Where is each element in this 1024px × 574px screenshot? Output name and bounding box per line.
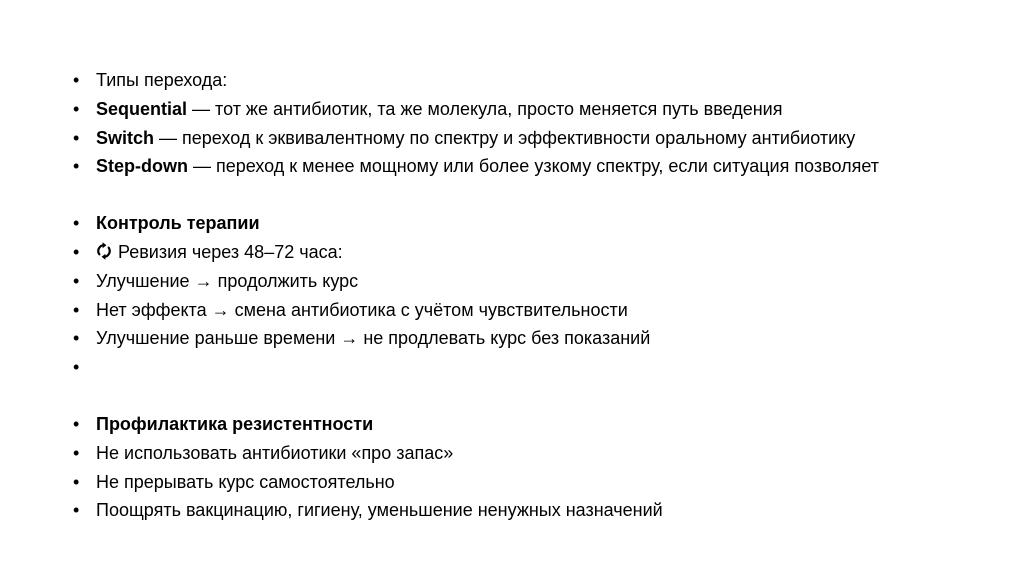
bullet-list	[73, 66, 879, 525]
empty-item	[73, 353, 879, 382]
control-item	[73, 324, 879, 353]
bullet: •	[73, 213, 80, 234]
bullet: •	[73, 70, 80, 90]
prevention-heading-item	[73, 410, 879, 439]
bullet: •	[73, 241, 80, 262]
bullet: •	[73, 127, 80, 148]
spacer	[73, 181, 879, 209]
spacer	[73, 382, 879, 410]
description-switch: — переход к эквивалентному по спектру и эффективности оральному антибиотику	[154, 127, 856, 148]
bullet: •	[73, 500, 80, 521]
bullet: •	[73, 357, 80, 378]
control-heading-item	[73, 209, 879, 238]
prevention-heading: Профилактика резистентности	[96, 413, 374, 434]
control-item	[73, 296, 879, 325]
bullet: •	[73, 328, 80, 349]
term-step-down: Step-down	[96, 156, 188, 177]
revision-text: Ревизия через 48–72 часа:	[118, 241, 343, 262]
list-item-step-down	[73, 152, 879, 181]
revision-item	[73, 238, 879, 267]
prevention-item-text: Поощрять вакцинацию, гигиену, уменьшение ненужных назначений	[96, 500, 663, 521]
bullet: •	[73, 413, 80, 434]
prevention-item-text: Не использовать антибиотики «про запас»	[96, 442, 454, 463]
prevention-item	[73, 439, 879, 468]
transition-heading: Типы перехода:	[96, 70, 228, 90]
description-step-down: — переход к менее мощному или более узкому спектру, если ситуация позволяет	[188, 156, 880, 177]
term-switch: Switch	[96, 127, 155, 148]
refresh-icon	[96, 240, 112, 269]
bullet: •	[73, 299, 80, 320]
bullet: •	[73, 471, 80, 492]
prevention-item	[73, 496, 879, 525]
control-item-text: Улучшение раньше времени → не продлевать курс без показаний	[96, 328, 651, 349]
bullet: •	[73, 98, 80, 119]
prevention-item-text: Не прерывать курс самостоятельно	[96, 471, 395, 492]
list-item-switch	[73, 124, 879, 153]
bullet: •	[73, 270, 80, 291]
bullet: •	[73, 156, 80, 177]
control-heading: Контроль терапии	[96, 213, 260, 234]
transition-heading-item	[73, 66, 879, 95]
prevention-item	[73, 468, 879, 497]
control-item	[73, 267, 879, 296]
bullet: •	[73, 442, 80, 463]
term-sequential: Sequential	[96, 98, 188, 119]
control-item-text: Улучшение → продолжить курс	[96, 270, 359, 291]
control-item-text: Нет эффекта → смена антибиотика с учётом чувствительности	[96, 299, 628, 320]
description-sequential: — тот же антибиотик, та же молекула, просто меняется путь введения	[187, 98, 783, 119]
list-item-sequential	[73, 95, 879, 124]
